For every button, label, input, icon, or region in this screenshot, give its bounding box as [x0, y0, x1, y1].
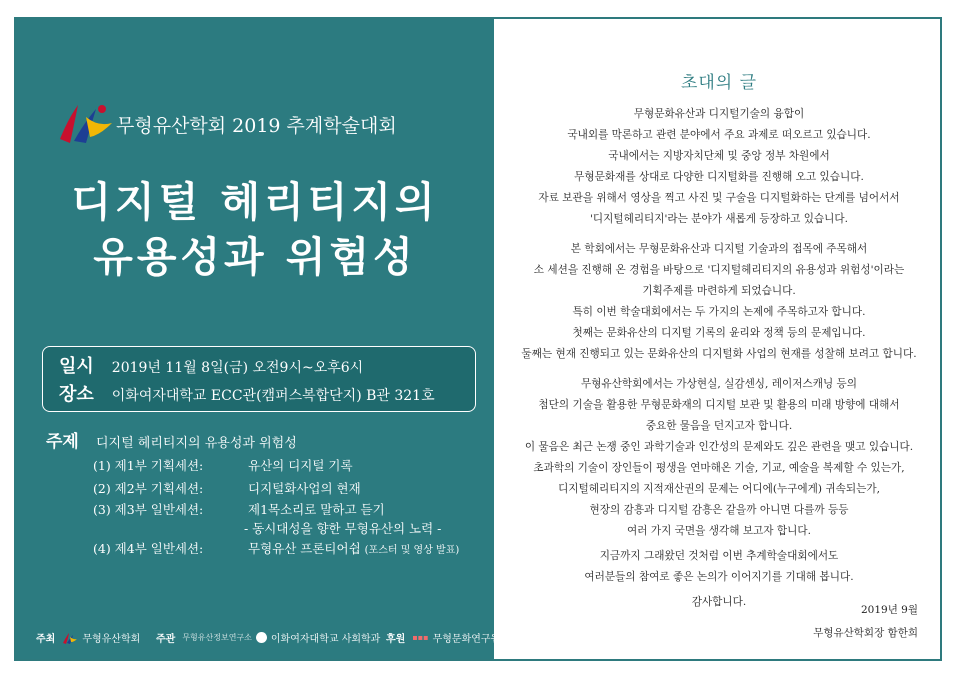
session-2-num: (2) 제2부 기획세션: [93, 481, 204, 496]
session-4-value [248, 539, 459, 557]
invitation-line: 무형문화유산과 디지털기술의 융합이 [633, 108, 805, 120]
session-3-subtitle: - 동시대성을 향한 무형유산의 노력 - [244, 521, 442, 536]
invitation-line: 이 물음은 최근 논쟁 중인 과학기술과 인간성의 문제와도 깊은 관련을 맺고 있습니다. [524, 441, 914, 453]
host-logo-icon [62, 632, 78, 644]
session-4-note: (포스터 및 영상 발표) [364, 545, 460, 556]
invitation-line: 여러분들의 참여로 좋은 논의가 이어지기를 기대해 봅니다. [584, 571, 854, 583]
organizer-name-2: 이화여자대학교 사회학과 [270, 634, 381, 645]
invitation-line: 자료 보관을 위해서 영상을 찍고 사진 및 구술을 디지털화하는 단계를 넘어서서 [538, 192, 900, 204]
conference-org-line: 무형유산학회 2019 추계학술대회 [116, 115, 397, 137]
theme-value: 디지털 헤리티지의 유용성과 위험성 [96, 436, 297, 451]
invitation-line: 국내외를 막론하고 관련 분야에서 주요 과제로 떠오르고 있습니다. [567, 129, 871, 141]
invitation-line: 중요한 물음을 던지고자 합니다. [645, 420, 793, 432]
organizer-name-1: 무형유산정보연구소 [182, 633, 252, 642]
invitation-panel [498, 19, 940, 659]
main-title-line2: 유용성과 위험성 [93, 233, 417, 281]
invitation-line: 첨단의 기술을 활용한 무형문화재의 디지털 보관 및 활용의 미래 방향에 대해서 [538, 399, 900, 411]
invitation-line: 여러 가지 국면을 생각해 보고자 합니다. [627, 525, 811, 537]
poster-left-panel [16, 19, 501, 659]
support-name: 무형문화연구원 [432, 634, 501, 645]
invitation-title: 초대의 글 [680, 73, 758, 93]
support-logo-icon: ▪▪▪ [412, 633, 429, 642]
invitation-line: 디지털헤리티지의 지적재산권의 문제는 어디에(누구에게) 귀속되는가, [558, 483, 880, 495]
invitation-line: 무형유산학회에서는 가상현실, 실감센싱, 레이저스캐닝 등의 [580, 378, 858, 390]
place-row [59, 380, 435, 406]
closing-thanks: 감사합니다. [691, 596, 747, 608]
invitation-line: 국내에서는 지방자치단체 및 중앙 정부 차원에서 [608, 150, 830, 162]
session-2-value: 디지털화사업의 현재 [248, 481, 361, 496]
invitation-line: 초과학의 기술이 장인들이 평생을 연마해온 기술, 기교, 예술을 복제할 수 있는가, [533, 462, 905, 474]
session-1-num: (1) 제1부 기획세션: [93, 458, 204, 473]
invitation-line: 기획주제를 마련하게 되었습니다. [642, 285, 796, 297]
invitation-line: 둘째는 현재 진행되고 있는 문화유산의 디지털화 사업의 현재를 성찰해 보려고 합니다. [521, 348, 917, 360]
session-3-value: 제1목소리로 말하고 듣기 [248, 502, 385, 517]
invitation-line: 소 세션을 진행해 온 경험을 바탕으로 '디지털헤리티지의 유용성과 위험성'이라는 [533, 264, 905, 276]
host-sponsor [36, 630, 140, 645]
organizer-label: 주관 [156, 634, 176, 645]
invitation-line: '디지털헤리티지'라는 분야가 새롭게 등장하고 있습니다. [589, 213, 849, 225]
date-row [59, 352, 363, 378]
ewha-emblem-icon [256, 632, 267, 643]
session-3-num: (3) 제3부 일반세션: [93, 502, 204, 517]
invitation-line: 지금까지 그래왔던 것처럼 이번 추계학술대회에서도 [599, 550, 839, 562]
host-name: 무형유산학회 [82, 634, 141, 645]
organizer-sponsor [156, 630, 380, 645]
sponsor-bar [16, 630, 501, 650]
support-sponsor [386, 630, 500, 645]
main-title-line1: 디지털 헤리티지의 [71, 178, 439, 226]
place-key: 장소 [59, 384, 94, 405]
session-1-value: 유산의 디지털 기록 [248, 458, 353, 473]
invitation-line: 특히 이번 학술대회에서는 두 가지의 논제에 주목하고자 합니다. [572, 306, 866, 318]
session-4-title: 무형유산 프론티어쉽 [248, 541, 361, 556]
invitation-line: 본 학회에서는 무형문화유산과 디지털 기술과의 접목에 주목해서 [570, 243, 868, 255]
event-info-box [42, 346, 476, 412]
date-value: 2019년 11월 8일(금) 오전9시~오후6시 [111, 360, 364, 376]
place-value: 이화여자대학교 ECC관(캠퍼스복합단지) B관 321호 [111, 388, 435, 404]
society-logo-icon [56, 99, 114, 145]
date-key: 일시 [59, 356, 94, 377]
session-4-num: (4) 제4부 일반세션: [93, 541, 204, 556]
letter-signature: 무형유산학회장 함한희 [813, 627, 918, 639]
invitation-line: 첫째는 문화유산의 디지털 기록의 윤리와 정책 등의 문제입니다. [572, 327, 866, 339]
support-label: 후원 [386, 634, 406, 645]
invitation-line: 현장의 감흥과 디지털 감흥은 같을까 아니면 다를까 등등 [589, 504, 849, 516]
host-label: 주최 [36, 634, 56, 645]
letter-date: 2019년 9월 [860, 604, 918, 616]
theme-key: 주제 [46, 432, 79, 452]
invitation-line: 무형문화재를 상대로 다양한 디지털화를 진행해 오고 있습니다. [574, 171, 864, 183]
